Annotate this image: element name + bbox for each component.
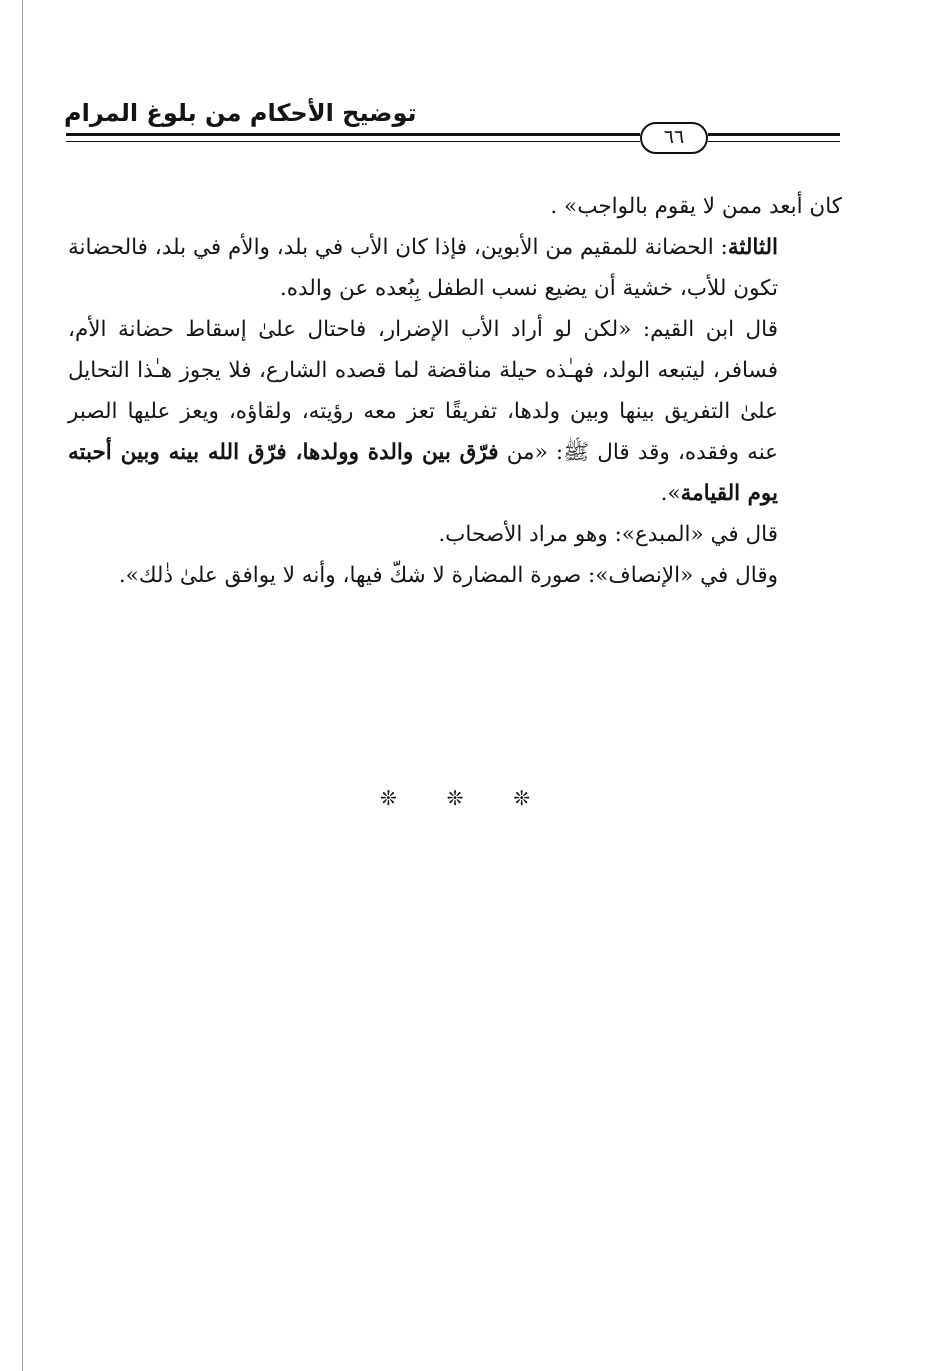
- paragraph-3-text: قال ابن القيم: «لكن لو أراد الأب الإضرار، فاحتال علىٰ إسقاط حضانة الأم، فسافر، ليتبعه الولد، فهـٰذه حيلة مناقضة لما قصده الشارع، فلا يجوز هـٰذا التحايل علىٰ التفريق بينها وبين ولدها، تفريقًا تعز معه رؤيته، ولقاؤه، ويعز عليها الصبر عنه وفقده، وقد قال ﷺ: «من: [68, 317, 779, 465]
- paragraph-2: [68, 227, 842, 309]
- paragraph-2-text: : الحضانة للمقيم من الأبوين، فإذا كان الأب في بلد، والأم في بلد، فالحضانة تكون للأب، خشية أن يضيع نسب الطفل بِبُعده عن والده.: [68, 235, 778, 301]
- running-header-title: توضيح الأحكام من بلوغ المرام: [64, 99, 417, 127]
- page-edge-line: [22, 0, 23, 1371]
- paragraph-3-end: ».: [660, 481, 681, 506]
- hadith-text: فرّق بين والدة وولدها، فرّق الله بينه وبين أحبته يوم القيامة: [68, 440, 778, 506]
- section-separator: [380, 786, 530, 810]
- header-rule-right: [708, 133, 840, 136]
- paragraph-4: قال في «المبدع»: وهو مراد الأصحاب.: [438, 522, 778, 547]
- asterism-icon: ❊: [380, 786, 397, 810]
- asterism-icon: ❊: [446, 786, 464, 810]
- page-number: ٦٦: [640, 122, 708, 154]
- header-rule-left: [66, 133, 640, 136]
- paragraph-2-heading: الثالثة: [727, 235, 778, 260]
- body-text: [68, 186, 842, 596]
- asterism-icon: ❊: [513, 786, 530, 810]
- paragraph-1: كان أبعد ممن لا يقوم بالواجب» .: [550, 194, 842, 219]
- paragraph-3: [68, 309, 842, 514]
- header-thin-rule-right: [708, 141, 840, 142]
- paragraph-5: وقال في «الإنصاف»: صورة المضارة لا شكّ فيها، وأنه لا يوافق علىٰ ذٰلك».: [118, 563, 778, 588]
- header-thin-rule-left: [66, 141, 640, 142]
